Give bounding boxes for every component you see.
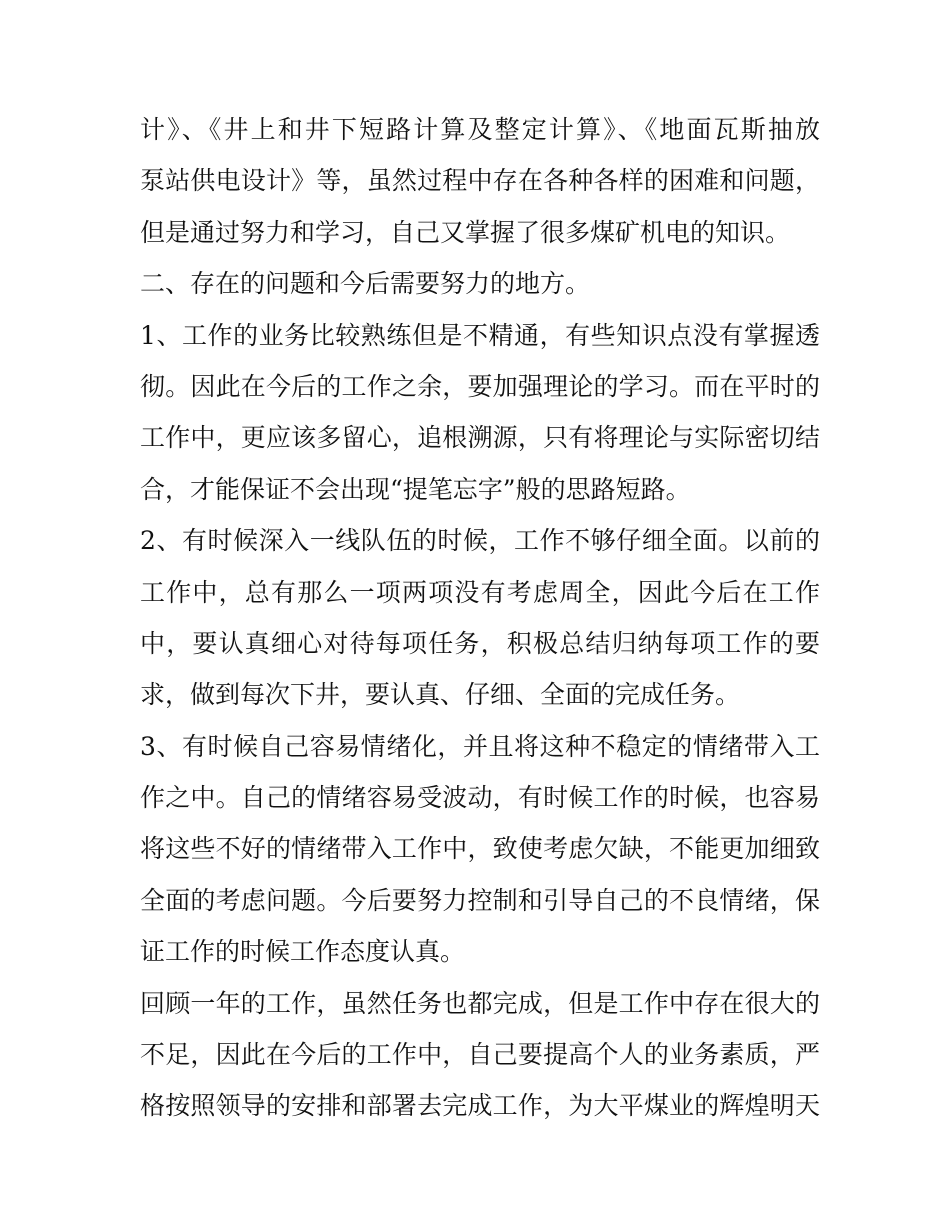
text-line: 但是通过努力和学习，自己又掌握了很多煤矿机电的知识。 <box>140 217 791 247</box>
text-line: 不足，因此在今后的工作中，自己要提高个人的业务素质，严 <box>140 1040 820 1070</box>
text-line: 全面的考虑问题。今后要努力控制和引导自己的不良情绪，保 <box>140 885 820 915</box>
text-line: 作之中。自己的情绪容易受波动，有时候工作的时候，也容易 <box>140 783 820 813</box>
text-line: 合，才能保证不会出现“提笔忘字”般的思路短路。 <box>140 474 691 504</box>
text-line: 工作中，总有那么一项两项没有考虑周全，因此今后在工作 <box>140 577 820 607</box>
text-line: 求，做到每次下井，要认真、仔细、全面的完成任务。 <box>140 680 741 710</box>
text-line: 1、工作的业务比较熟练但是不精通，有些知识点没有掌握透 <box>140 320 820 350</box>
section-heading: 二、存在的问题和今后需要努力的地方。 <box>140 269 591 299</box>
text-line: 泵站供电设计》等，虽然过程中存在各种各样的困难和问题， <box>140 166 820 196</box>
text-line: 2、有时候深入一线队伍的时候，工作不够仔细全面。以前的 <box>140 526 820 556</box>
text-line: 回顾一年的工作，虽然任务也都完成，但是工作中存在很大的 <box>140 988 820 1018</box>
text-line: 将这些不好的情绪带入工作中，致使考虑欠缺，不能更加细致 <box>140 834 820 864</box>
text-line: 彻。因此在今后的工作之余，要加强理论的学习。而在平时的 <box>140 371 820 401</box>
text-line: 计》、《井上和井下短路计算及整定计算》、《地面瓦斯抽放 <box>140 115 820 144</box>
text-line: 工作中，更应该多留心，追根溯源，只有将理论与实际密切结 <box>140 423 820 453</box>
text-line: 证工作的时候工作态度认真。 <box>140 937 466 967</box>
text-line: 3、有时候自己容易情绪化，并且将这种不稳定的情绪带入工 <box>140 731 820 761</box>
text-line: 中，要认真细心对待每项任务，积极总结归纳每项工作的要 <box>140 628 820 658</box>
document-body <box>140 104 820 1132</box>
text-line: 格按照领导的安排和部署去完成工作，为大平煤业的辉煌明天 <box>140 1091 820 1121</box>
